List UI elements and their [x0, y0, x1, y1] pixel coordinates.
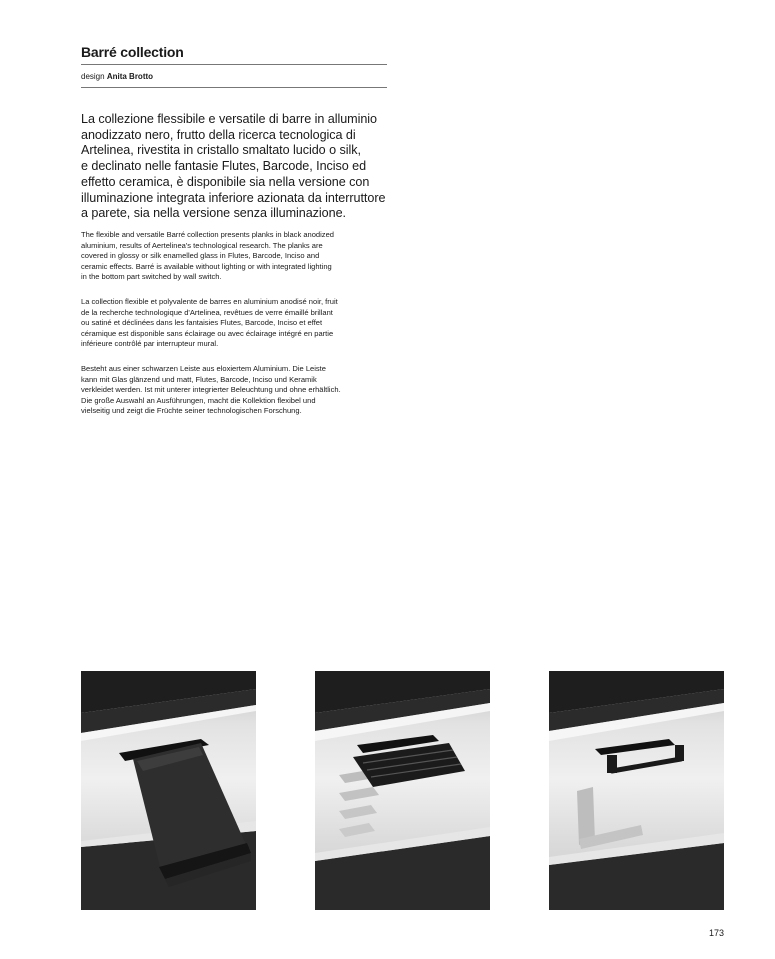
german-line: kann mit Glas glänzend und matt, Flutes, Barcode, Inciso und Keramik — [81, 374, 317, 384]
product-photo-grid-shelf — [315, 671, 490, 910]
italian-lead-paragraph — [81, 112, 401, 222]
french-line: céramique est disponible sans éclairage ou avec éclairage intégré en partie — [81, 328, 334, 338]
german-line: verkleidet werden. Ist mit unterer integrierter Beleuchtung und ohne erhältlich. — [81, 385, 341, 394]
designer-name: Anita Brotto — [106, 72, 154, 81]
lead-line: effetto ceramica, è disponibile sia nella versione con — [81, 174, 370, 189]
english-line: aluminium, results of Aertelinea's technological research. The planks are — [81, 240, 323, 250]
german-line: Besteht aus einer schwarzen Leiste aus eloxiertem Aluminium. Die Leiste — [81, 364, 326, 373]
french-line: ou satiné et déclinées dans les fantaisies Flutes, Barcode, Inciso et effet — [81, 318, 323, 327]
french-line: La collection flexible et polyvalente de barres en aluminium anodisé noir, fruit — [81, 297, 338, 306]
lead-line: anodizzato nero, frutto della ricerca tecnologica di — [81, 127, 356, 142]
credit-rule — [81, 87, 387, 88]
lead-line: Artelinea, rivestita in cristallo smaltato lucido o silk, — [81, 143, 361, 158]
german-line: Die große Auswahl an Ausführungen, macht die Kollektion flexibel und — [81, 395, 316, 405]
french-line: de la recherche technologique d'Artelinea, revêtues de verre émaillé brillant — [81, 307, 333, 317]
english-line: The flexible and versatile Barré collection presents planks in black anodized — [81, 230, 334, 239]
design-prefix: design — [81, 72, 105, 81]
lead-line: a parete, sia nella versione senza illuminazione. — [81, 206, 346, 221]
page-number: 173 — [709, 928, 725, 938]
french-line: inférieure contrôlé par interrupteur mural. — [81, 339, 219, 348]
product-photo-towel-rail — [549, 671, 724, 910]
title-rule — [81, 64, 387, 65]
french-paragraph — [81, 297, 391, 350]
page-title: Barré collection — [81, 44, 184, 60]
lead-line: La collezione flessibile e versatile di barre in alluminio — [81, 112, 378, 126]
german-line: vielseitig und zeigt die Früchte seiner technologischen Forschung. — [81, 406, 302, 415]
english-line: covered in glossy or silk enamelled glass in Flutes, Barcode, Inciso and — [81, 251, 320, 260]
english-paragraph — [81, 230, 391, 283]
design-credit — [81, 72, 153, 81]
german-paragraph — [81, 364, 391, 417]
lead-line: e declinato nelle fantasie Flutes, Barcode, Inciso ed — [81, 159, 367, 174]
english-line: in the bottom part switched by wall switch. — [81, 272, 222, 281]
product-photo-plate-holder — [81, 671, 256, 910]
grid-shelf-illustration — [315, 671, 490, 910]
towel-rail-illustration — [549, 671, 724, 910]
plate-holder-illustration — [81, 671, 256, 910]
lead-line: illuminazione integrata inferiore azionata da interruttore — [81, 190, 386, 205]
english-line: ceramic effects. Barré is available without lighting or with integrated lighting — [81, 261, 332, 271]
